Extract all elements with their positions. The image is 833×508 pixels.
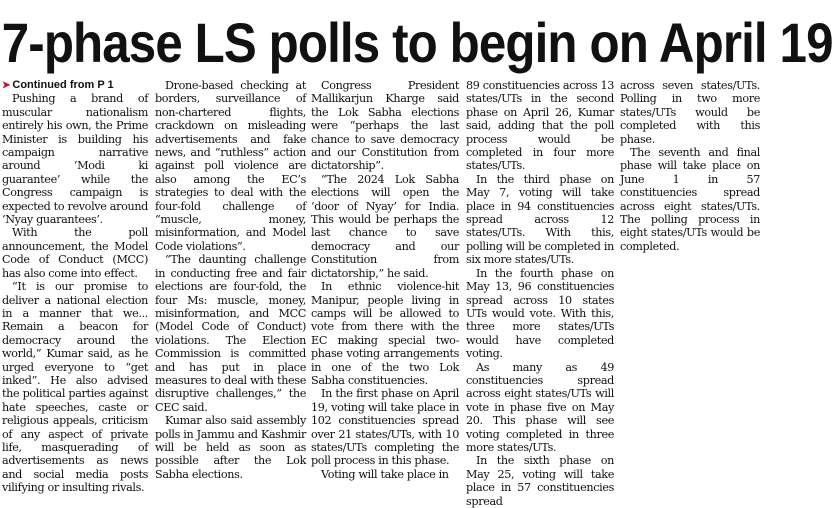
paragraph: As many as 49 constituencies spread across eight states/UTs will vote in phase five on May 20. This phase will see voting completed in three more states/UTs. xyxy=(466,360,614,454)
article-column-4 xyxy=(466,79,614,508)
paragraph: In ethnic violence-hit Manipur, people living in camps will be allowed to vote from there with the EC making special two-phase voting arrangements in one of the two Lok Sabha constituencies. xyxy=(311,280,459,387)
paragraph: Voting will take place in xyxy=(321,467,449,481)
continued-marker xyxy=(2,79,148,92)
paragraph: 89 constituencies across 13 states/UTs in the second phase on April 26, Kumar said, adding that the poll process would be completed in four more states/UTs. xyxy=(466,79,614,173)
paragraph: “It is our promise to deliver a national election in a manner that we... Remain a beacon for democracy around the world,” Kumar said, as he urged everyone to “get inked”. He also advised the political parties against hate speeches, caste or religious appeals, criticism of any aspect of private life, masquerading of advertisements as news and social media posts vilifying or insulting rivals. xyxy=(2,280,148,495)
paragraph: “The 2024 Lok Sabha elections will open the ‘door of Nyay’ for India. This would be perhaps the last chance to save democracy and our Constitution from dictatorship,” he said. xyxy=(311,172,459,280)
paragraph: Drone-based checking at borders, surveillance of non-chartered flights, crackdown on misleading advertisements and fake news, and “ruthless” action against poll violence are also among the EC’s strategies to deal with the four-fold challenge of “muscle, money, misinformation, and Model Code violations”. xyxy=(155,79,306,253)
paragraph: In the fourth phase on May 13, 96 constituencies spread across 10 states UTs would vote. With this, three more states/UTs would have completed voting. xyxy=(466,266,614,361)
paragraph: In the third phase on May 7, voting will take place in 94 constituencies spread across 12 states/UTs. With this, polling will be completed in six more states/UTs. xyxy=(466,172,614,267)
paragraph: across seven states/UTs. Polling in two more states/UTs would be completed with this phase. xyxy=(620,79,760,146)
article-column-2 xyxy=(155,79,306,486)
article-column-5 xyxy=(620,79,760,486)
paragraph: Congress President Mallikarjun Kharge said the Lok Sabha elections were “perhaps the last chance to save democracy and our Constitution from dictatorship”. xyxy=(311,79,459,173)
paragraph: In the sixth phase on May 25, voting will take place in 57 constituencies spread xyxy=(466,454,614,508)
headline: 7-phase LS polls to begin on April 19 xyxy=(1,11,833,74)
continued-label: Continued from P 1 xyxy=(12,79,114,91)
red-arrow-icon: ➤ xyxy=(2,80,11,91)
paragraph: “The daunting challenge in conducting free and fair elections are four-fold, the four Ms: muscle, money, misinformation, and MCC (Model Code of Conduct) violations. The Election Commission is committed and has put in place measures to deal with these disruptive challenges,” the CEC said. xyxy=(155,253,306,414)
paragraph: Kumar also said assembly polls in Jammu and Kashmir will be held as soon as possible after the Lok Sabha elections. xyxy=(155,414,306,481)
article-column-3 xyxy=(311,79,459,486)
paragraph: The seventh and final phase will take place on June 1 in 57 constituencies spread across eight states/UTs. The polling process in eight states/UTs would be completed. xyxy=(620,146,760,253)
paragraph: Pushing a brand of muscular nationalism entirely his own, the Prime Minister is building his campaign narrative around ‘Modi ki guarantee’ while the Congress campaign is expected to revolve around ‘Nyay guarantees’. xyxy=(2,92,148,227)
article-column-1 xyxy=(2,79,148,495)
paragraph: In the first phase on April 19, voting will take place in 102 constituencies spread over 21 states/UTs, with 10 states/UTs completing the poll process in this phase. xyxy=(311,387,459,468)
paragraph: With the poll announcement, the Model Code of Conduct (MCC) has also come into effect. xyxy=(2,226,148,280)
